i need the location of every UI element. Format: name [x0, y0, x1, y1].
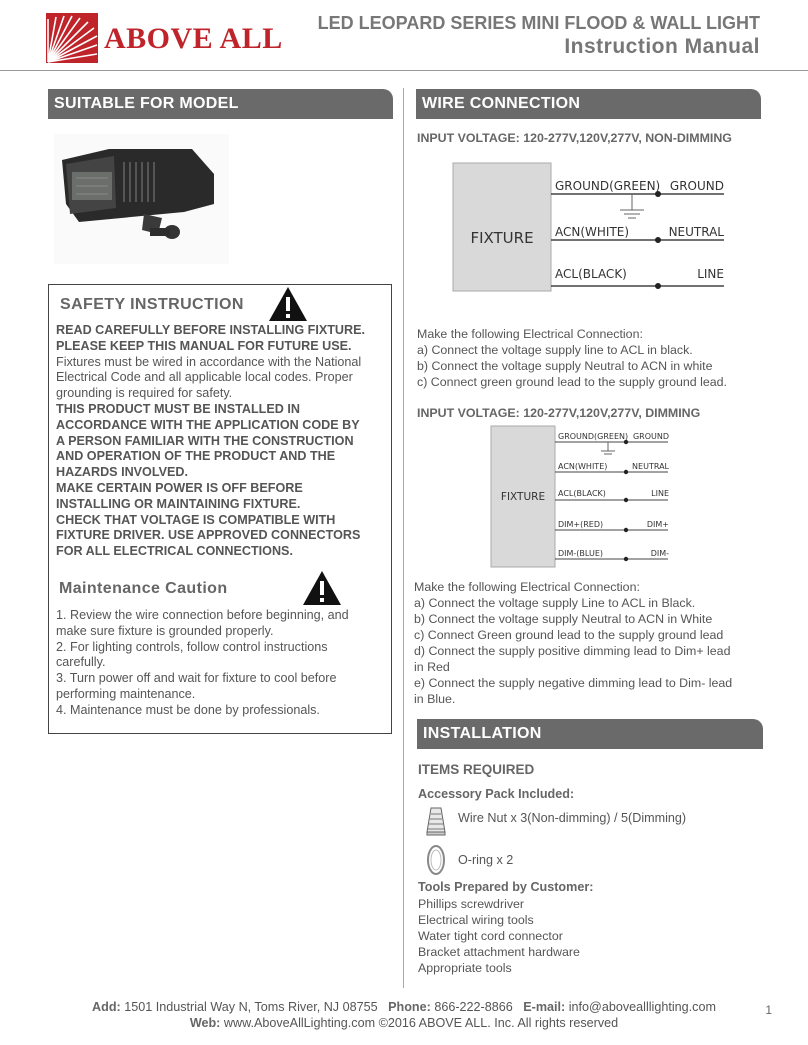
- footer-contact: [0, 1000, 808, 1014]
- safety-line: FOR ALL ELECTRICAL CONNECTIONS.: [56, 544, 293, 559]
- maintenance-text: [56, 608, 382, 719]
- safety-line: ACCORDANCE WITH THE APPLICATION CODE BY: [56, 417, 360, 432]
- instruction-line: a) Connect the voltage supply Line to ACL in Black.: [414, 596, 696, 610]
- phone-label: Phone:: [388, 1000, 431, 1014]
- maintenance-line: 3. Turn power off and wait for fixture to cool before: [56, 671, 337, 686]
- wire-left-label: ACL(BLACK): [558, 489, 606, 498]
- o-ring-label: O-ring x 2: [458, 853, 514, 867]
- phone: 866-222-8866: [434, 1000, 513, 1014]
- dim-instructions: [414, 579, 764, 707]
- safety-line: CHECK THAT VOLTAGE IS COMPATIBLE WITH: [56, 512, 336, 527]
- tool-item: Phillips screwdriver: [418, 897, 525, 911]
- safety-line: PLEASE KEEP THIS MANUAL FOR FUTURE USE.: [56, 338, 352, 353]
- copyright: ©2016 ABOVE ALL. Inc. All rights reserved: [378, 1016, 619, 1030]
- maintenance-line: carefully.: [56, 655, 106, 670]
- instruction-line: c) Connect green ground lead to the supply ground lead.: [417, 375, 727, 389]
- wire-left-label: GROUND(GREEN): [555, 179, 661, 193]
- web-link[interactable]: www.AboveAllLighting.com: [223, 1016, 376, 1030]
- nondim-fixture-label: FIXTURE: [470, 229, 534, 247]
- tool-item: Water tight cord connector: [418, 929, 563, 943]
- web-label: Web:: [189, 1016, 221, 1030]
- safety-line: HAZARDS INVOLVED.: [56, 465, 189, 480]
- safety-line: AND OPERATION OF THE PRODUCT AND THE: [56, 449, 336, 464]
- instruction-line: in Red: [414, 660, 450, 674]
- wire-left-label: DIM+(RED): [558, 520, 604, 529]
- maintenance-line: make sure fixture is grounded properly.: [56, 623, 274, 638]
- wire-left-label: ACN(WHITE): [555, 225, 630, 239]
- instruction-line: Make the following Electrical Connection:: [417, 327, 643, 341]
- address: 1501 Industrial Way N, Toms River, NJ 08755: [124, 1000, 378, 1014]
- product-image: [54, 134, 229, 264]
- instruction-line: in Blue.: [414, 692, 456, 706]
- tool-item: Appropriate tools: [418, 961, 512, 975]
- maintenance-heading: Maintenance Caution: [59, 580, 228, 597]
- tool-item: Electrical wiring tools: [418, 913, 534, 927]
- dim-wiring-diagram: [490, 425, 672, 570]
- safety-line: A PERSON FAMILIAR WITH THE CONSTRUCTION: [56, 433, 354, 448]
- email-label: E-mail:: [523, 1000, 566, 1014]
- address-label: Add:: [92, 1000, 121, 1014]
- suitable-heading: SUITABLE FOR MODEL: [48, 89, 393, 119]
- instruction-line: d) Connect the supply positive dimming lead to Dim+ lead: [414, 644, 731, 658]
- safety-line: THIS PRODUCT MUST BE INSTALLED IN: [56, 401, 300, 416]
- safety-line: grounding is required for safety.: [56, 386, 233, 401]
- safety-line: READ CAREFULLY BEFORE INSTALLING FIXTURE.: [56, 323, 366, 337]
- tools-list: [418, 896, 580, 976]
- accessory-label: Accessory Pack Included:: [418, 787, 575, 801]
- maintenance-line: 1. Review the wire connection before beginning, and: [56, 608, 349, 622]
- wire-right-label: LINE: [697, 267, 724, 281]
- safety-line: FIXTURE DRIVER. USE APPROVED CONNECTORS: [56, 528, 361, 543]
- wire-left-label: DIM-(BLUE): [558, 549, 604, 558]
- instruction-line: Make the following Electrical Connection:: [414, 580, 640, 594]
- wire-left-label: ACN(WHITE): [558, 462, 608, 471]
- page-number: 1: [765, 1003, 772, 1017]
- wire-right-label: DIM-: [650, 549, 669, 558]
- instruction-line: b) Connect the voltage supply Neutral to ACN in white: [417, 359, 713, 373]
- wire-nut-label: Wire Nut x 3(Non-dimming) / 5(Dimming): [458, 811, 687, 825]
- wire-right-label: NEUTRAL: [632, 462, 669, 471]
- document-subtitle: Instruction Manual: [564, 35, 760, 58]
- items-required-heading: ITEMS REQUIRED: [418, 762, 535, 777]
- dim-fixture-label: FIXTURE: [500, 491, 546, 503]
- installation-heading: INSTALLATION: [417, 719, 763, 749]
- maintenance-line: performing maintenance.: [56, 686, 196, 701]
- safety-line: MAKE CERTAIN POWER IS OFF BEFORE: [56, 480, 303, 495]
- warning-icon: [268, 286, 308, 327]
- wire-left-label: GROUND(GREEN): [558, 432, 629, 441]
- wire-right-label: NEUTRAL: [668, 225, 724, 239]
- safety-line: Electrical Code and all applicable local codes. Proper: [56, 370, 353, 385]
- nondim-voltage: INPUT VOLTAGE: 120-277V,120V,277V, NON-DIMMING: [417, 131, 732, 145]
- tool-item: Bracket attachment hardware: [418, 945, 580, 959]
- instruction-line: c) Connect Green ground lead to the supply ground lead: [414, 628, 724, 642]
- column-divider: [403, 88, 404, 988]
- safety-text: [56, 323, 378, 560]
- maintenance-line: 2. For lighting controls, follow control instructions: [56, 639, 328, 654]
- footer-web: [0, 1016, 808, 1030]
- tools-label: Tools Prepared by Customer:: [418, 880, 594, 894]
- wire-right-label: GROUND: [632, 432, 669, 441]
- wire-right-label: DIM+: [646, 520, 669, 529]
- document-title: LED LEOPARD SERIES MINI FLOOD & WALL LIGHT: [317, 13, 760, 33]
- maintenance-line: 4. Maintenance must be done by professionals.: [56, 702, 320, 717]
- safety-line: INSTALLING OR MAINTAINING FIXTURE.: [56, 496, 301, 511]
- header-divider: [0, 70, 808, 71]
- wire-left-label: ACL(BLACK): [555, 267, 627, 281]
- o-ring-icon: [425, 843, 447, 882]
- dim-voltage: INPUT VOLTAGE: 120-277V,120V,277V, DIMMING: [417, 406, 701, 420]
- instruction-line: e) Connect the supply negative dimming lead to Dim- lead: [414, 676, 733, 690]
- instruction-line: b) Connect the voltage supply Neutral to ACN in White: [414, 612, 713, 626]
- wire-nut-icon: [425, 806, 447, 841]
- wire-right-label: GROUND: [669, 179, 724, 193]
- logo-mark: [46, 13, 98, 63]
- warning-icon: [302, 570, 342, 611]
- nondim-wiring-diagram: [452, 162, 732, 294]
- email-link[interactable]: info@abovealllighting.com: [568, 1000, 716, 1014]
- nondim-instructions: [417, 326, 757, 390]
- brand-name: ABOVE ALL: [104, 22, 283, 55]
- wire-connection-heading: WIRE CONNECTION: [416, 89, 761, 119]
- wire-right-label: LINE: [651, 489, 669, 498]
- instruction-line: a) Connect the voltage supply line to ACL in black.: [417, 343, 693, 357]
- safety-line: Fixtures must be wired in accordance with the National: [56, 354, 362, 369]
- safety-heading: SAFETY INSTRUCTION: [60, 296, 244, 313]
